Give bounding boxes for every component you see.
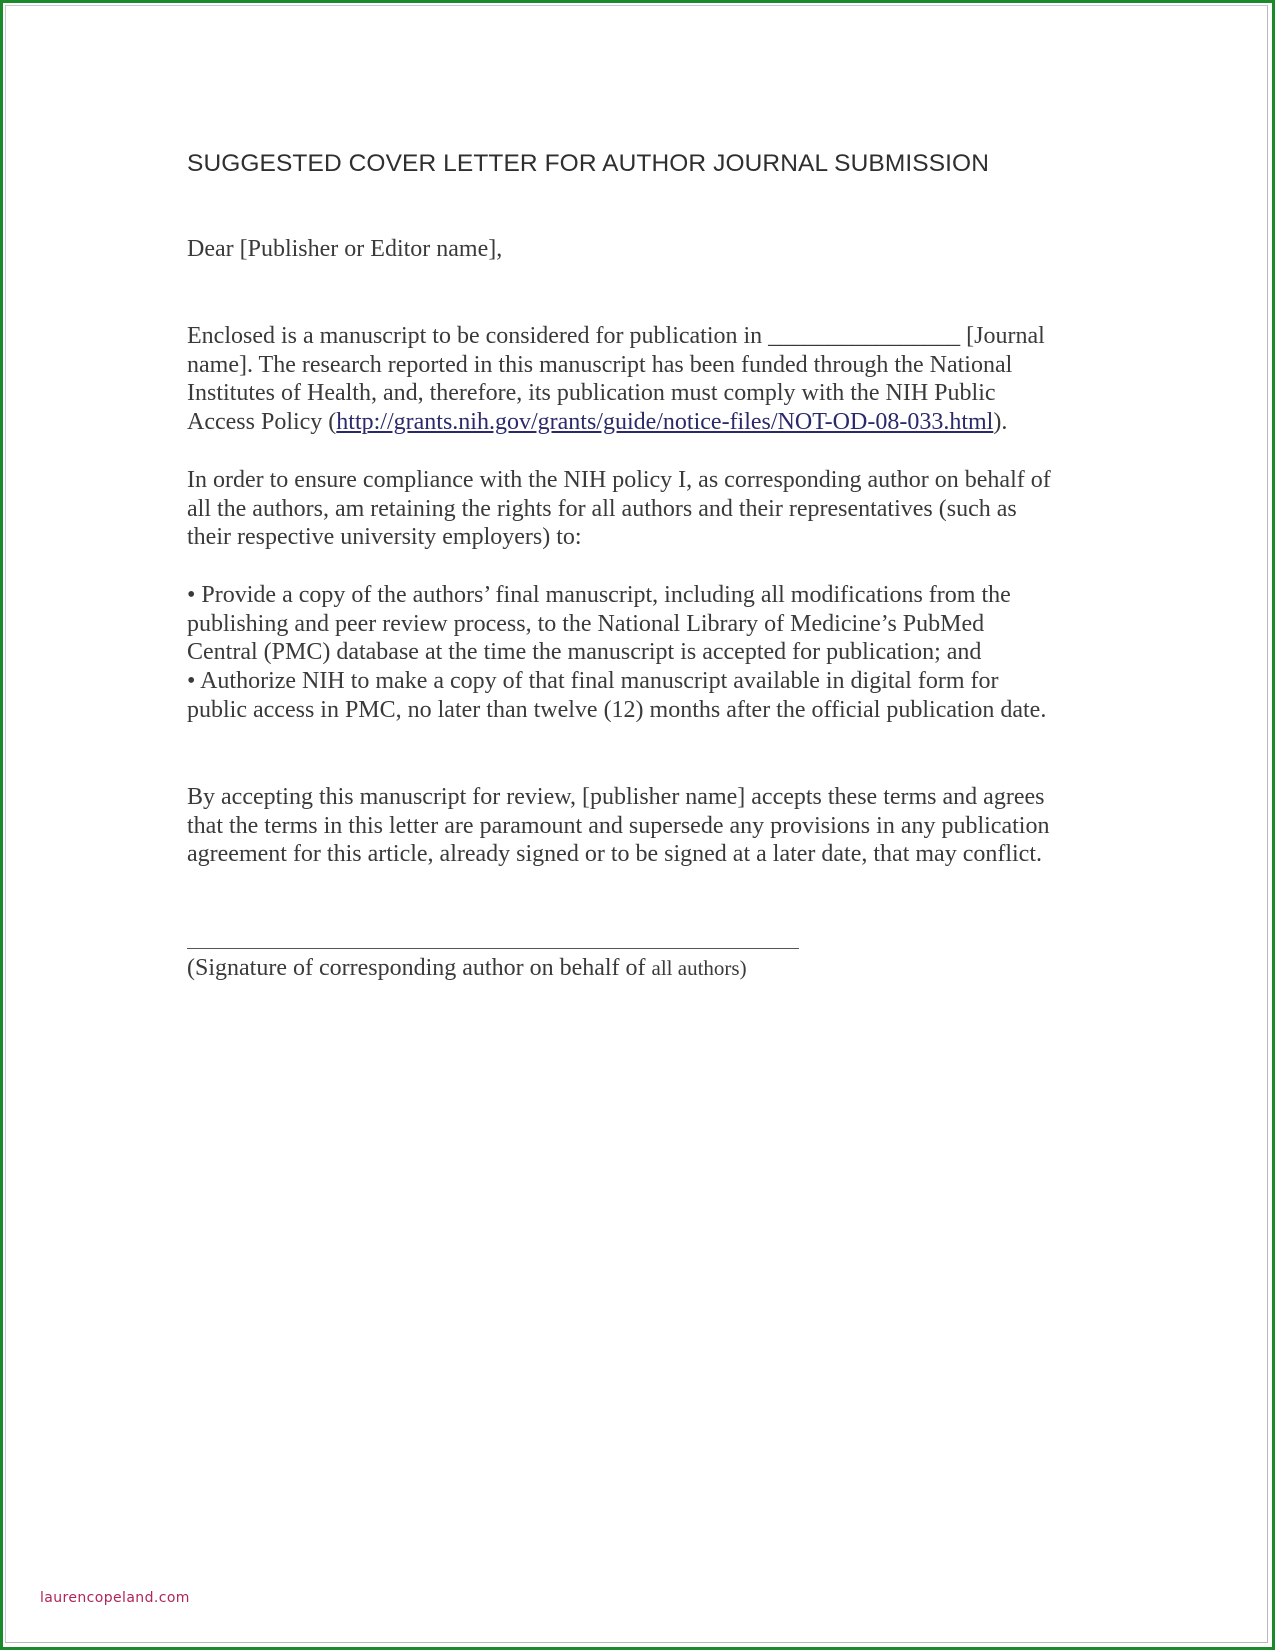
- salutation: Dear [Publisher or Editor name],: [187, 236, 503, 262]
- bullet-item-line: publishing and peer review process, to the National Library of Medicine’s PubMed: [187, 610, 985, 637]
- paragraph-line: all the authors, am retaining the rights for all authors and their representatives (such as: [187, 495, 1017, 522]
- access-policy-suffix: ).: [993, 409, 1008, 436]
- paragraph-enclosed-manuscript: [187, 322, 1045, 437]
- paragraph-bullet-list: [187, 581, 1046, 725]
- paragraph-line: that the terms in this letter are paramount and supersede any provisions in any publication: [187, 812, 1050, 839]
- paragraph-line: agreement for this article, already signed or to be signed at a later date, that may conflict.: [187, 841, 1042, 868]
- paragraph-line: Institutes of Health, and, therefore, its publication must comply with the NIH Public: [187, 380, 996, 407]
- signature-line: [187, 936, 799, 949]
- paragraph-line: [187, 408, 1045, 437]
- bullet-item-line: Central (PMC) database at the time the manuscript is accepted for publication; and: [187, 639, 982, 666]
- paragraph-line: name]. The research reported in this manuscript has been funded through the National: [187, 351, 1013, 378]
- paragraph-acceptance-terms: [187, 783, 1049, 869]
- bullet-item-line: • Provide a copy of the authors’ final manuscript, including all modifications from the: [187, 582, 1011, 608]
- paragraph-line: In order to ensure compliance with the NIH policy I, as corresponding author on behalf of: [187, 467, 1051, 493]
- site-watermark: laurencopeland.com: [40, 1590, 190, 1606]
- document-title: SUGGESTED COVER LETTER FOR AUTHOR JOURNAL SUBMISSION: [187, 150, 990, 177]
- paragraph-line: Enclosed is a manuscript to be considered for publication in ________________ [Journal: [187, 323, 1045, 349]
- bullet-item-line: • Authorize NIH to make a copy of that final manuscript available in digital form for: [187, 668, 999, 695]
- nih-policy-link[interactable]: http://grants.nih.gov/grants/guide/notice-files/NOT-OD-08-033.html: [336, 409, 994, 436]
- access-policy-prefix: Access Policy (: [187, 409, 337, 436]
- signature-label: [187, 955, 747, 982]
- signature-label-main: (Signature of corresponding author on behalf of: [187, 955, 652, 981]
- paragraph-compliance: [187, 466, 1051, 552]
- paragraph-line: By accepting this manuscript for review, [publisher name] accepts these terms and agrees: [187, 784, 1045, 810]
- paragraph-line: their respective university employers) to:: [187, 524, 582, 551]
- signature-label-end: all authors): [651, 956, 747, 980]
- bullet-item-line: public access in PMC, no later than twelve (12) months after the official publication date.: [187, 696, 1047, 723]
